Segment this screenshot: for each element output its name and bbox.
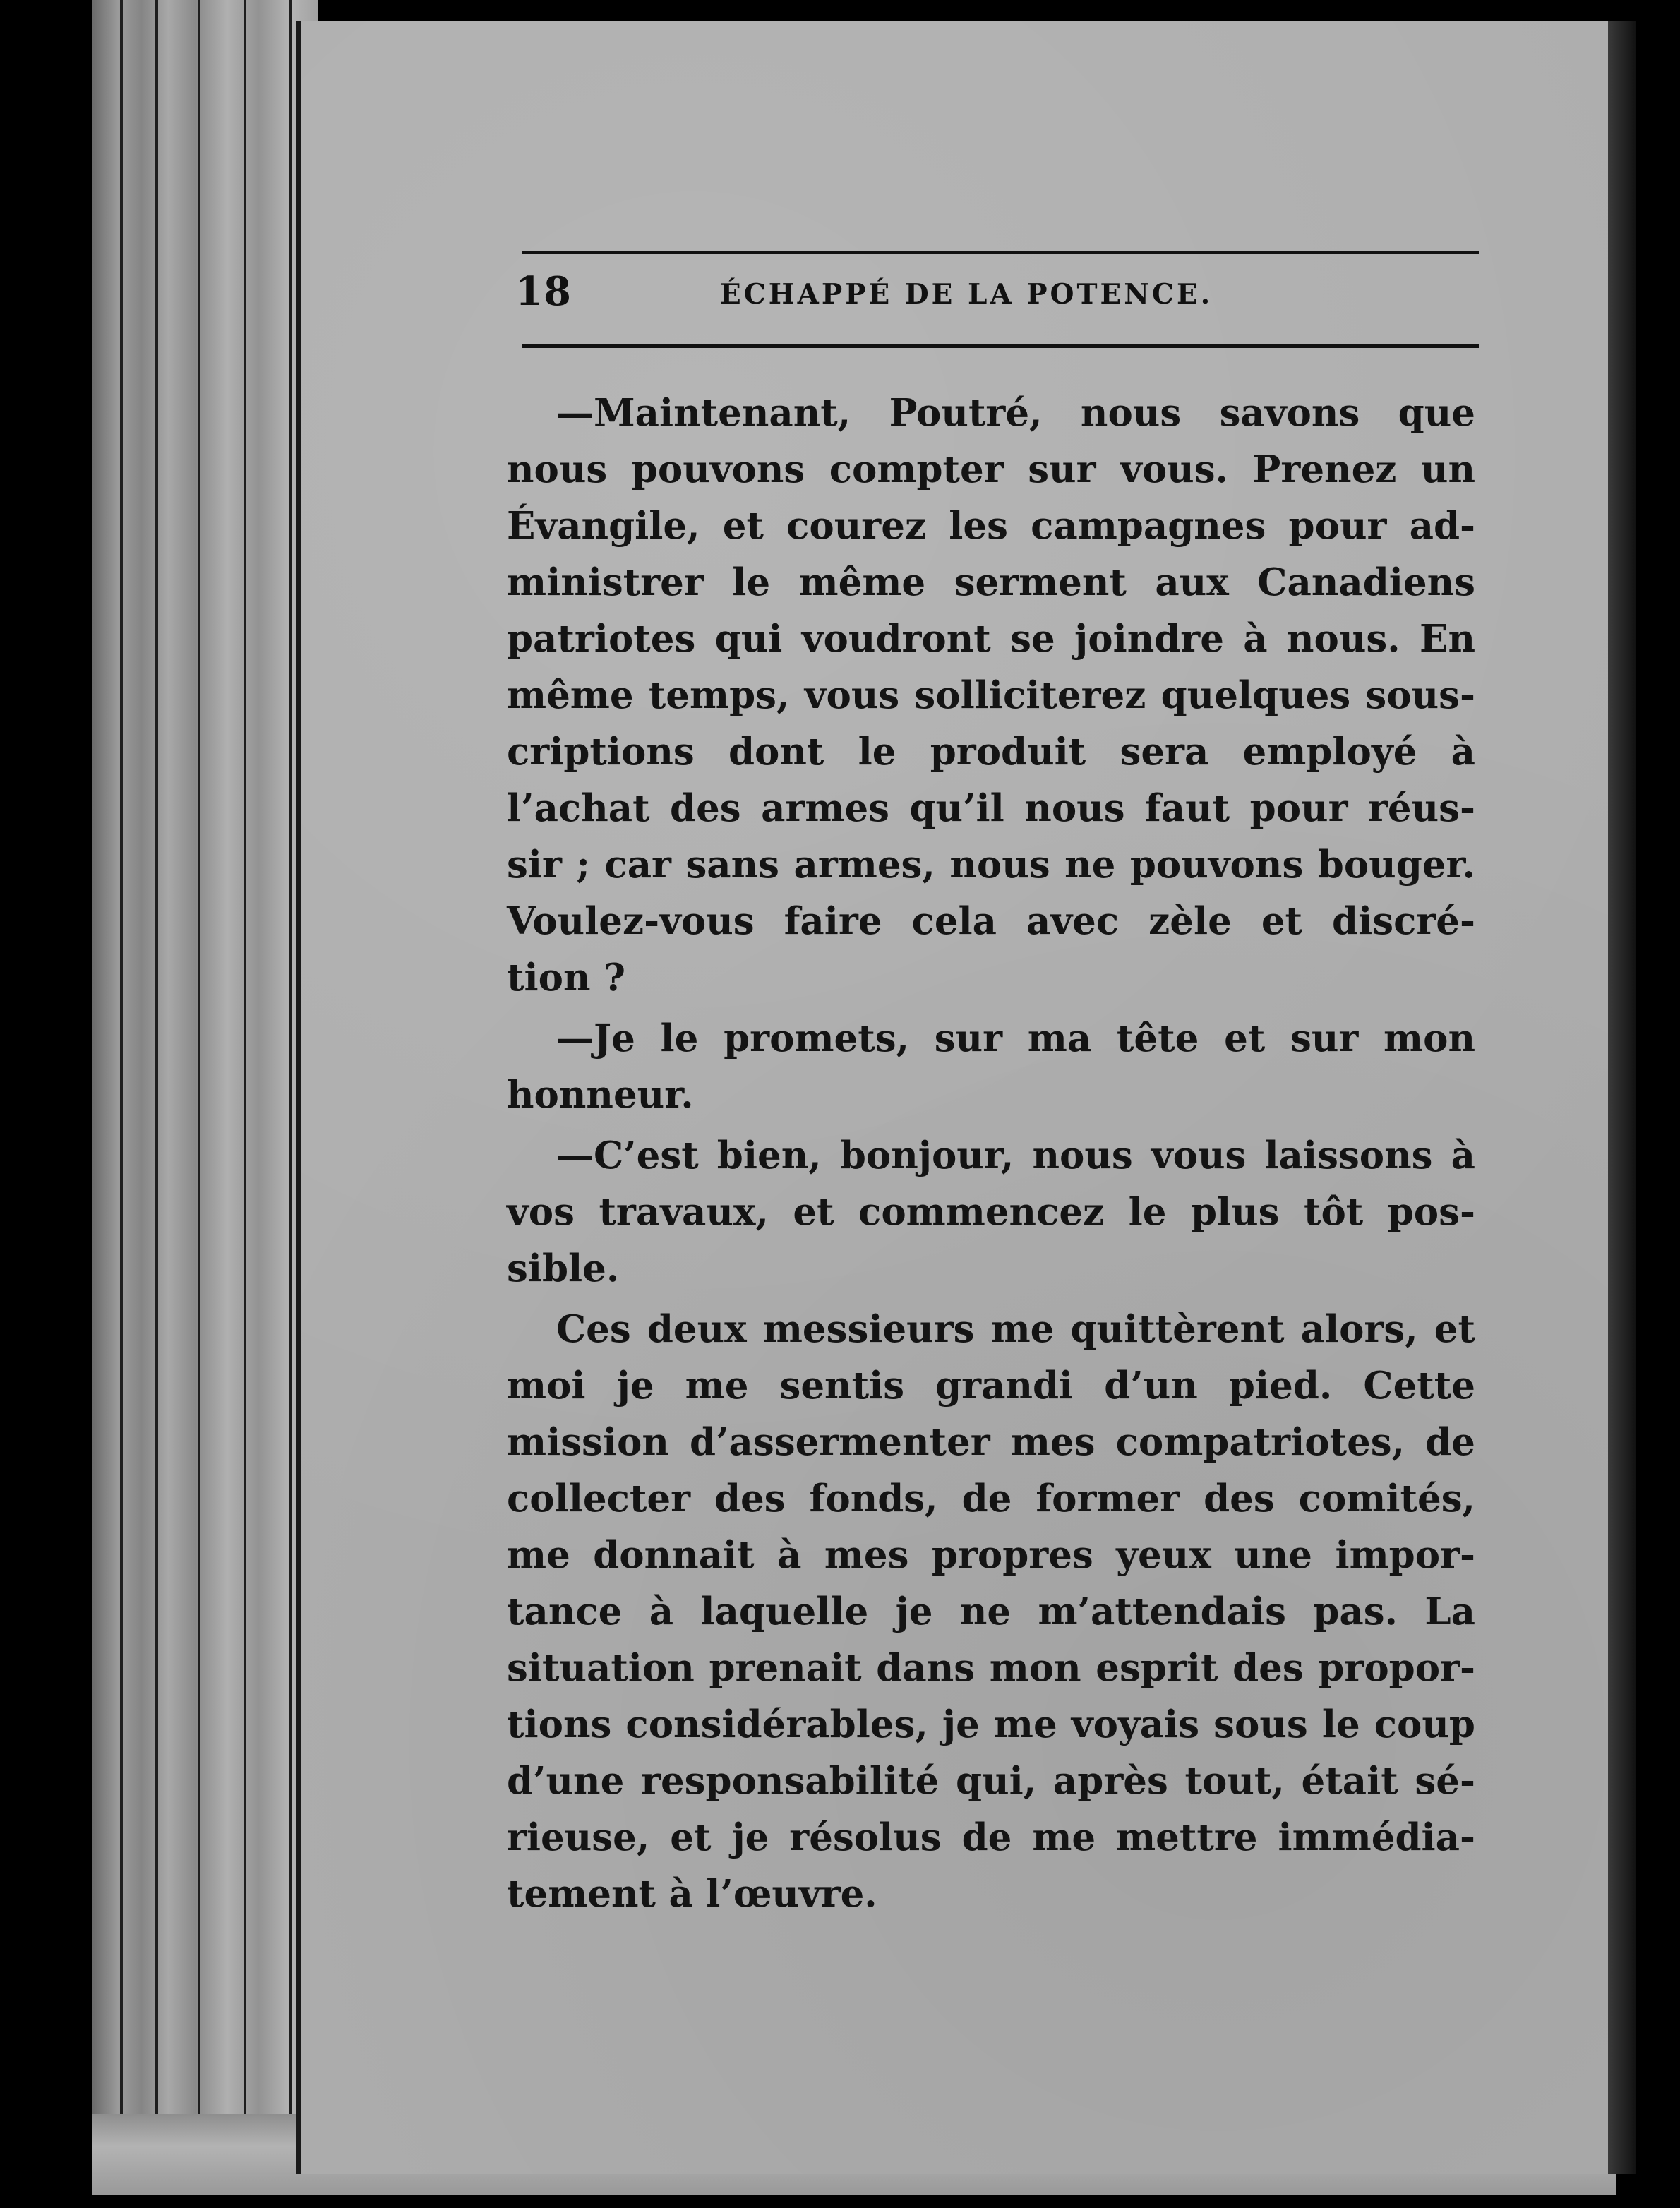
top-rule xyxy=(522,251,1479,254)
text-line: honneur. xyxy=(507,1073,694,1117)
text-line: vos travaux, et commencez le plus tôt pos- xyxy=(507,1190,1475,1234)
text-line: nous pouvons compter sur vous. Prenez un xyxy=(507,448,1475,491)
text-line: mission d’assermenter mes compatriotes, de xyxy=(507,1420,1475,1464)
page-edge-line xyxy=(198,0,200,2195)
text-line: tement à l’œuvre. xyxy=(507,1872,877,1916)
page-right-shadow xyxy=(1608,21,1636,2174)
text-line: l’achat des armes qu’il nous faut pour réus- xyxy=(507,786,1475,830)
page-edge-line xyxy=(244,0,246,2195)
text-line: d’une responsabilité qui, après tout, était sé- xyxy=(507,1759,1475,1803)
text-line: criptions dont le produit sera employé à xyxy=(507,730,1475,774)
text-line: collecter des fonds, de former des comités, xyxy=(507,1477,1475,1520)
text-line: —Je le promets, sur ma tête et sur mon xyxy=(556,1016,1475,1060)
text-line: patriotes qui voudront se joindre à nous. En xyxy=(507,617,1475,661)
text-line: me donnait à mes propres yeux une impor- xyxy=(507,1533,1475,1577)
text-line: même temps, vous solliciterez quelques sous- xyxy=(507,673,1475,717)
text-line: sible. xyxy=(507,1247,620,1290)
text-line: ministrer le même serment aux Canadiens xyxy=(507,560,1475,604)
text-line: Voulez-vous faire cela avec zèle et discré- xyxy=(507,899,1475,943)
page-edge-line xyxy=(155,0,158,2195)
running-head xyxy=(515,268,1482,325)
page-edge-line xyxy=(289,0,292,2195)
text-line: Ces deux messieurs me quittèrent alors, et xyxy=(556,1307,1475,1351)
page-number: 18 xyxy=(515,268,572,315)
text-line: tance à laquelle je ne m’attendais pas. La xyxy=(507,1590,1475,1633)
body-text xyxy=(507,385,1475,1916)
text-line: situation prenait dans mon esprit des propor- xyxy=(507,1646,1475,1690)
text-line: Évangile, et courez les campagnes pour ad- xyxy=(507,504,1475,548)
header-rule xyxy=(522,344,1479,348)
text-line: moi je me sentis grandi d’un pied. Cette xyxy=(507,1364,1475,1408)
page-stack-edges xyxy=(92,0,318,2195)
text-line: —Maintenant, Poutré, nous savons que xyxy=(556,391,1475,435)
text-line: tion ? xyxy=(507,956,626,1000)
text-line: rieuse, et je résolus de me mettre immédia- xyxy=(507,1816,1475,1859)
text-line: tions considérables, je me voyais sous le coup xyxy=(507,1703,1475,1746)
text-line: —C’est bien, bonjour, nous vous laissons à xyxy=(556,1134,1475,1177)
running-title: ÉCHAPPÉ DE LA POTENCE. xyxy=(720,278,1213,311)
text-line: sir ; car sans armes, nous ne pouvons bouger. xyxy=(507,843,1475,887)
page-edge-line xyxy=(120,0,123,2195)
